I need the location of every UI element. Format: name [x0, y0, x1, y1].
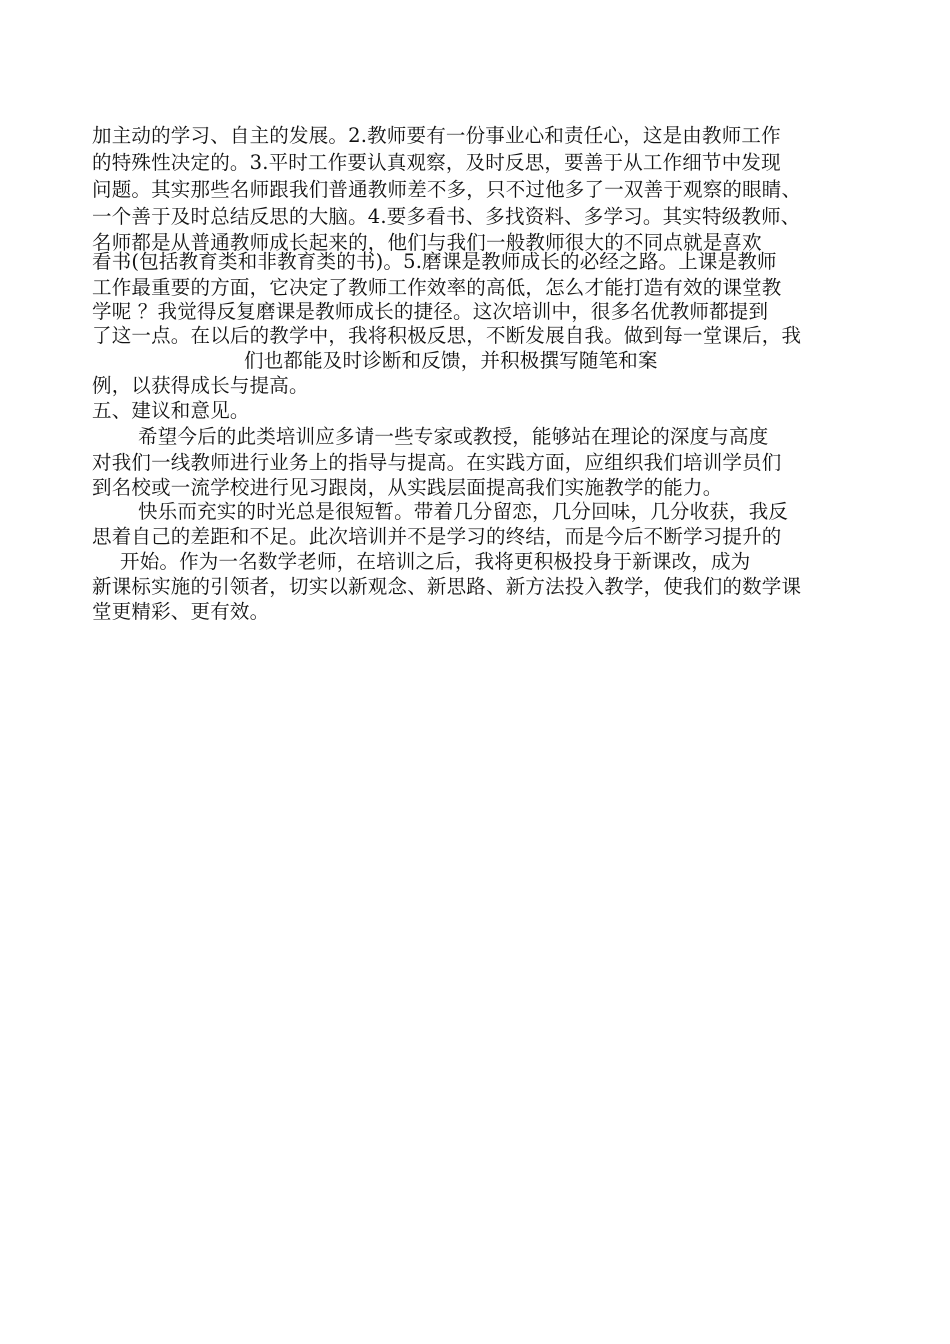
text-line: 的特殊性决定的。3.平时工作要认真观察，及时反思，要善于从工作细节中发现 — [92, 151, 781, 174]
text-line: 加主动的学习、自主的发展。2.教师要有一份事业心和责任心，这是由教师工作 — [92, 124, 781, 147]
text-line: 工作最重要的方面，它决定了教师工作效率的高低，怎么才能打造有效的课堂教 — [92, 276, 782, 299]
text-line: 开始。作为一名数学老师，在培训之后，我将更积极投身于新课改，成为 — [120, 550, 751, 573]
text-line: 名师都是从普通教师成长起来的，他们与我们一般教师很大的不同点就是喜欢 — [92, 231, 762, 254]
text-line: 看书(包括教育类和非教育类的书)。5.磨课是教师成长的必经之路。上课是教师 — [92, 250, 777, 273]
text-line: 希望今后的此类培训应多请一些专家或教授，能够站在理论的深度与高度 — [138, 425, 769, 448]
text-line: 对我们一线教师进行业务上的指导与提高。在实践方面，应组织我们培训学员们 — [92, 451, 782, 474]
text-line: 学呢 ？我觉得反复磨课是教师成长的捷径。这次培训中，很多名优教师都提到 — [92, 300, 769, 323]
text-line: 思着自己的差距和不足。此次培训并不是学习的终结，而是今后不断学习提升的 — [92, 525, 782, 548]
text-line: 了这一点。在以后的教学中，我将积极反思，不断发展自我。做到每一堂课后，我 — [92, 324, 802, 347]
text-line: 到名校或一流学校进行见习跟岗，从实践层面提高我们实施教学的能力。 — [92, 476, 723, 499]
text-line: 例，以获得成长与提高。 — [92, 374, 309, 397]
text-line: 们也都能及时诊断和反馈，并积极撰写随笔和案 — [244, 349, 658, 372]
text-line: 快乐而充实的时光总是很短暂。带着几分留恋，几分回味，几分收获，我反 — [138, 500, 789, 523]
text-line: 一个善于及时总结反思的大脑。4.要多看书、多找资料、多学习。其实特级教师、 — [92, 205, 801, 228]
section-heading: 五、建议和意见。 — [92, 399, 250, 422]
text-line: 问题。其实那些名师跟我们普通教师差不多，只不过他多了一双善于观察的眼睛、 — [92, 178, 802, 201]
text-line: 堂更精彩、更有效。 — [92, 600, 270, 623]
text-line: 新课标实施的引领者，切实以新观念、新思路、新方法投入教学，使我们的数学课 — [92, 575, 802, 598]
